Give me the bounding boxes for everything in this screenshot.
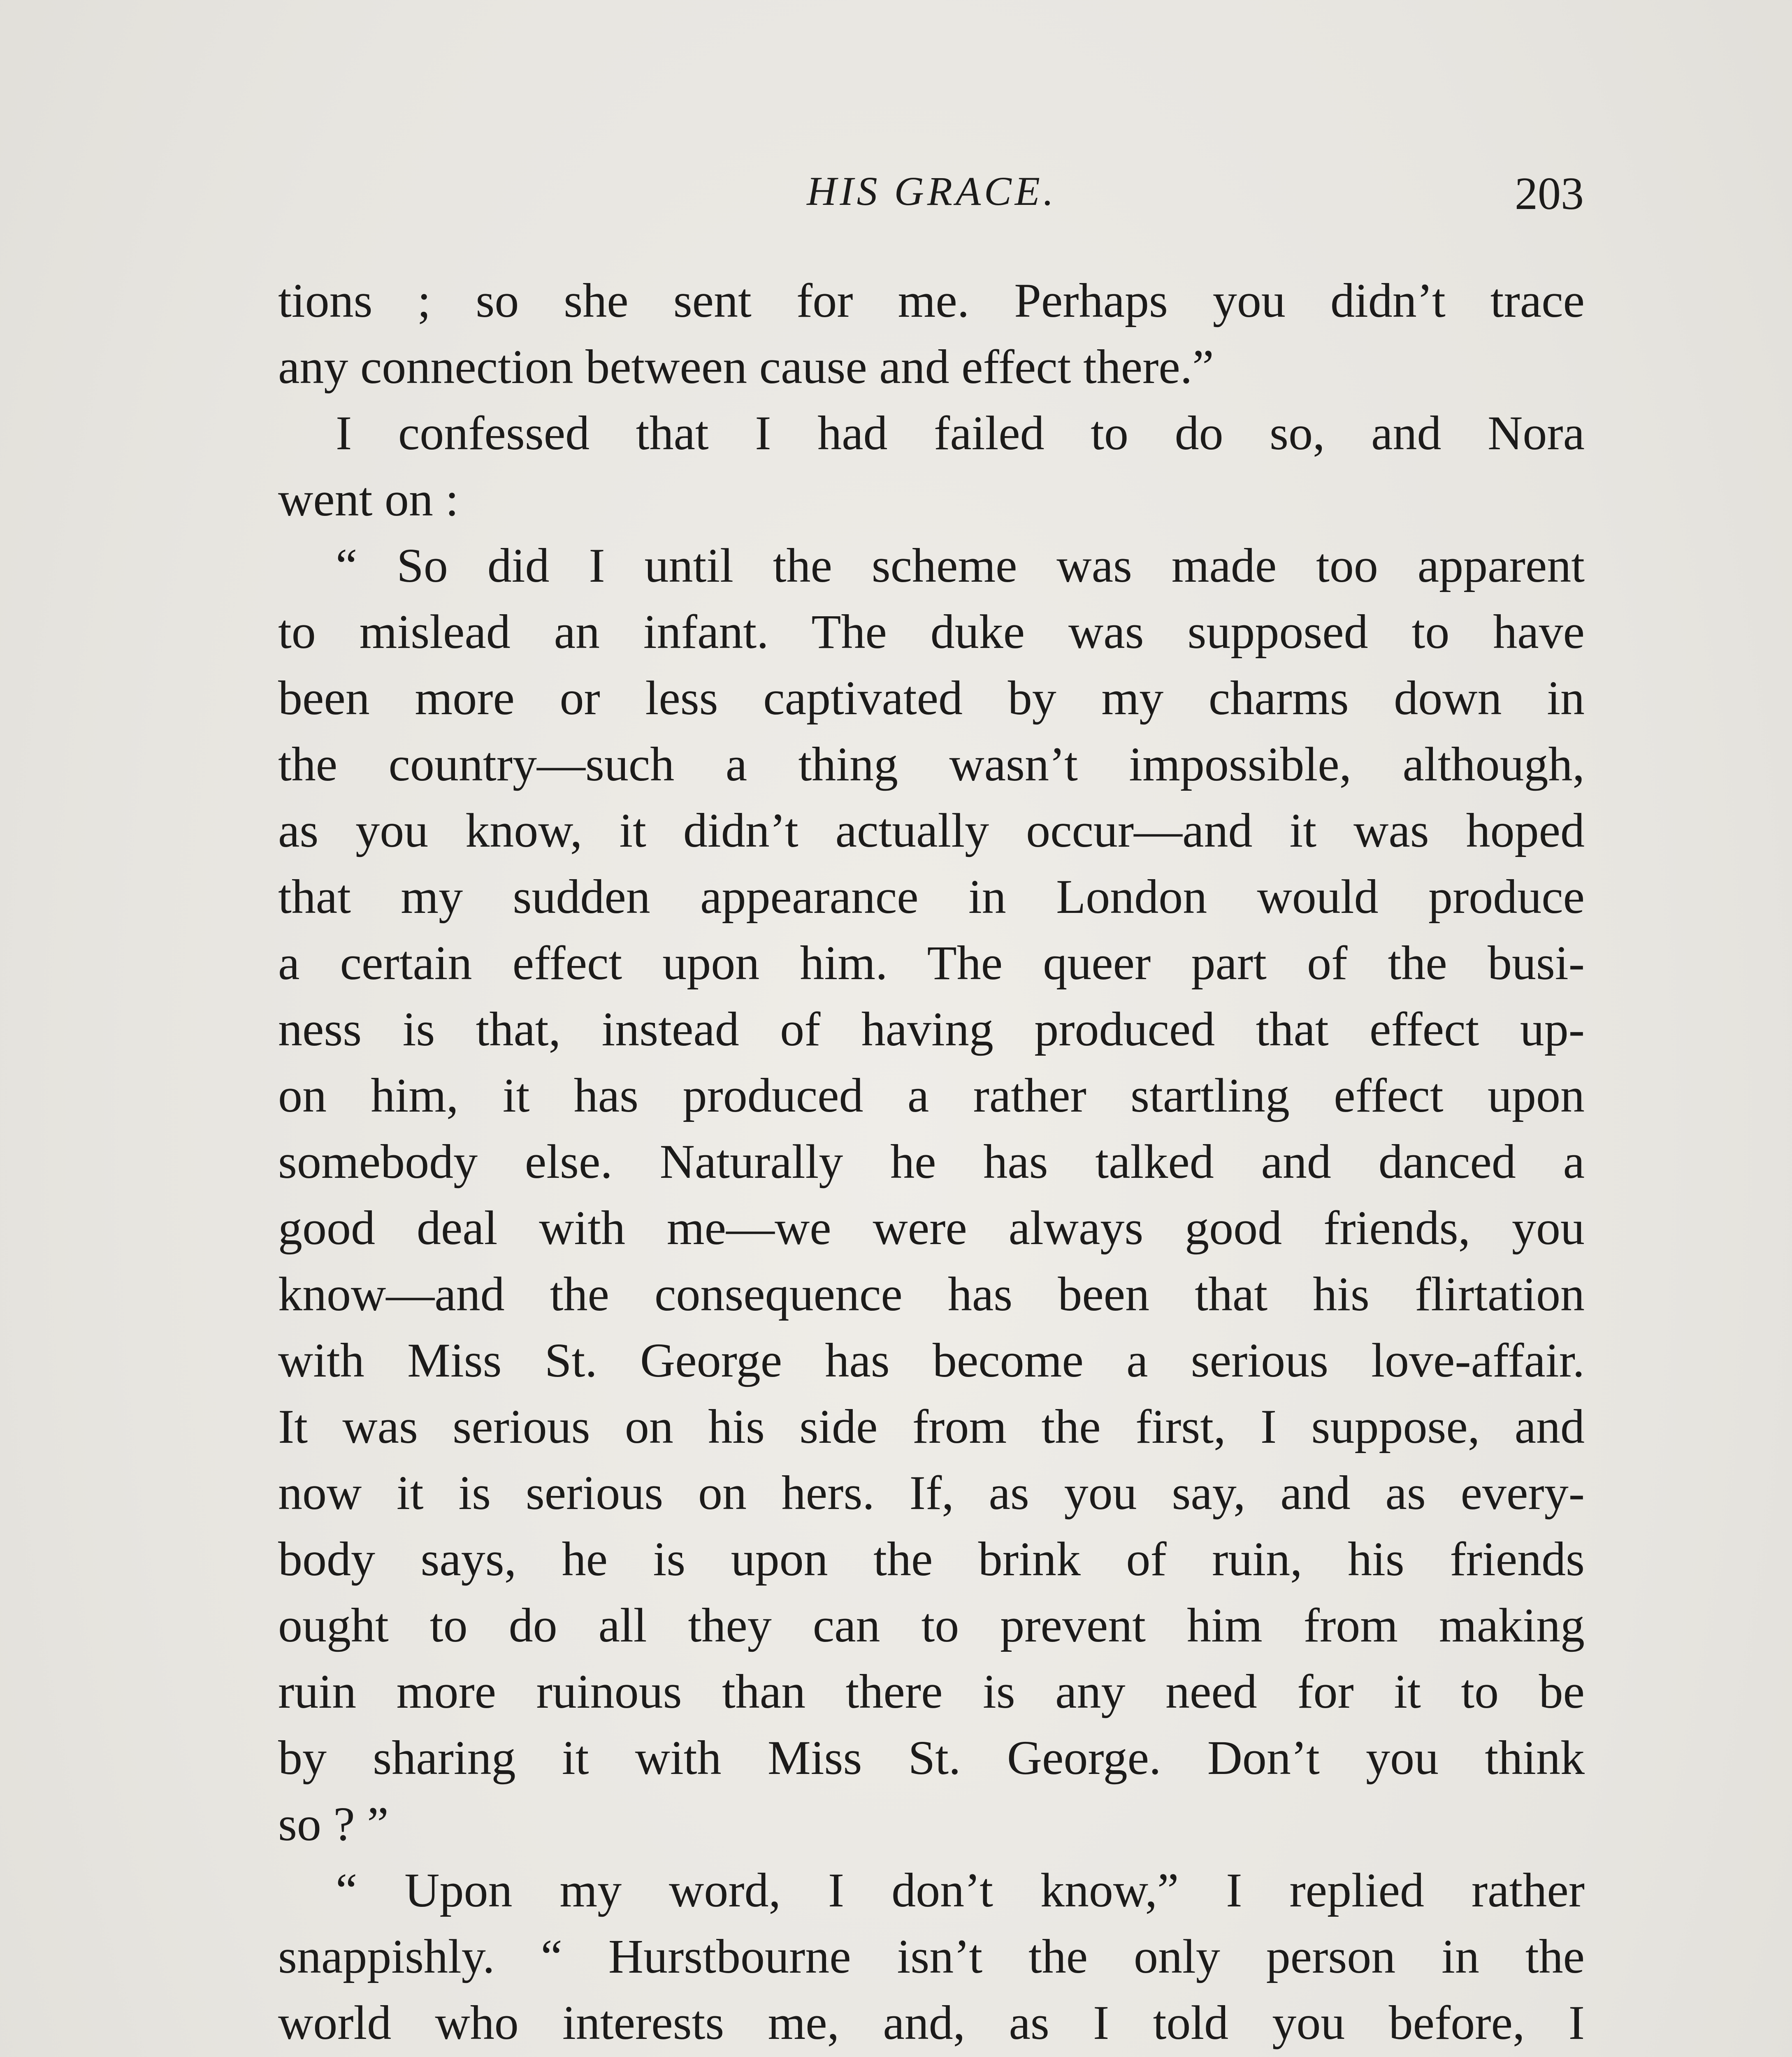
text-line: ought to do all they can to prevent him from making xyxy=(278,1598,1585,1652)
text-line: any connection between cause and effect there.” xyxy=(278,340,1214,394)
text-line: ruin more ruinous than there is any need for it to be xyxy=(278,1665,1585,1718)
text-line: It was serious on his side from the first, I suppose, and xyxy=(278,1400,1585,1453)
text-line: the country—such a thing wasn’t impossible, although, xyxy=(278,737,1585,791)
text-line: with Miss St. George has become a serious love-affair. xyxy=(278,1333,1585,1387)
text-line: a certain effect upon him. The queer part of the busi- xyxy=(278,936,1585,990)
running-title: HIS GRACE. xyxy=(807,168,1057,214)
text-line: that my sudden appearance in London would produce xyxy=(278,870,1585,924)
text-line: went on : xyxy=(278,472,459,526)
page-number: 203 xyxy=(1515,168,1584,219)
text-line: so ? ” xyxy=(278,1797,389,1851)
running-head xyxy=(280,160,1584,222)
body-text xyxy=(278,267,1585,2057)
text-line: good deal with me—we were always good friends, you xyxy=(278,1201,1585,1255)
text-line: know—and the consequence has been that his flirtation xyxy=(278,1267,1585,1321)
text-line: “ Upon my word, I don’t know,” I replied rather xyxy=(336,1863,1585,1917)
text-line: to mislead an infant. The duke was supposed to have xyxy=(278,605,1585,659)
text-line: by sharing it with Miss St. George. Don’t you think xyxy=(278,1731,1585,1785)
text-line: “ So did I until the scheme was made too apparent xyxy=(336,539,1585,592)
text-line: tions ; so she sent for me. Perhaps you didn’t trace xyxy=(278,274,1585,327)
text-line: snappishly. “ Hurstbourne isn’t the only person in the xyxy=(278,1929,1585,1983)
text-line: been more or less captivated by my charms down in xyxy=(278,671,1585,725)
text-line: as you know, it didn’t actually occur—and it was hoped xyxy=(278,803,1585,857)
text-line: somebody else. Naturally he has talked and danced a xyxy=(278,1135,1585,1189)
text-line: on him, it has produced a rather startling effect upon xyxy=(278,1068,1585,1122)
text-line: now it is serious on hers. If, as you say, and as every- xyxy=(278,1466,1585,1520)
text-line: body says, he is upon the brink of ruin, his friends xyxy=(278,1532,1585,1586)
text-line: world who interests me, and, as I told you before, I xyxy=(278,1996,1585,2050)
text-line: ness is that, instead of having produced that effect up- xyxy=(278,1002,1585,1056)
text-line: I confessed that I had failed to do so, and Nora xyxy=(336,406,1585,460)
